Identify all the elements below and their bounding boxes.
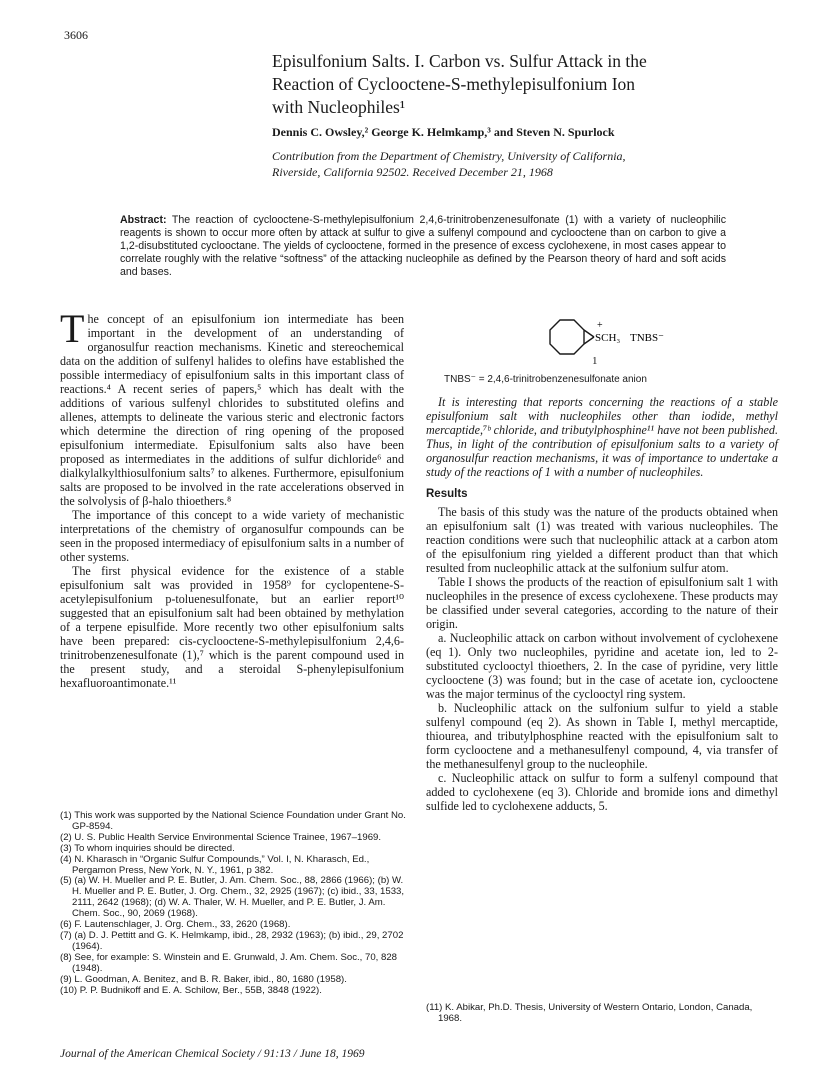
running-footer: Journal of the American Chemical Society / 91:13 / June 18, 1969 (60, 1048, 365, 1060)
footnote: (7) (a) D. J. Pettitt and G. K. Helmkamp, ibid., 28, 2932 (1963); (b) ibid., 29, 2702 (1964). (60, 929, 404, 952)
footnote: (6) F. Lautenschlager, J. Org. Chem., 33, 2620 (1968). (60, 919, 291, 931)
structure-diagram (540, 310, 690, 370)
paragraph-table-one: Table I shows the products of the reaction of episulfonium salt 1 with nucleophiles in the presence of excess cyclohexene. These products may be classified under several categories, according to the nature of their origin. (426, 575, 778, 631)
methylthio-group: SCH₃ (595, 332, 621, 344)
footnote: (4) N. Kharasch in “Organic Sulfur Compounds,” Vol. I, N. Kharasch, Ed., Pergamon Press, New York, N. Y., 1961, p 382. (60, 853, 370, 876)
right-column (426, 395, 778, 813)
counterion: TNBS⁻ (630, 332, 664, 344)
abstract (120, 214, 726, 279)
title-line-1: Episulfonium Salts. I. Carbon vs. Sulfur Attack in the (272, 51, 647, 71)
paragraph-basis: The basis of this study was the nature of the products obtained when an episulfonium salt (1) was treated with various nucleophiles. The reaction conditions were such that nucleophilic attack at a carbon atom of the episulfonium ring yielded a different product than that which resulted from nucleophilic attack at the sulfonium sulfur atom. (426, 505, 778, 575)
footnote-right (426, 1003, 778, 1025)
footnote: (9) L. Goodman, A. Benitez, and B. R. Baker, ibid., 80, 1680 (1958). (60, 973, 347, 985)
footnote: (5) (a) W. H. Mueller and P. E. Butler, J. Am. Chem. Soc., 88, 2866 (1966); (b) W. H. Mueller and P. E. Butler, J. Org. Chem., 32, 2925 (1967); (c) ibid., 33, 1533, 2111, 2642 (1968); (d) W. A. Thaler, W. H. Mueller, and P. E. Butler, J. Am. Chem. Soc., 90, 2069 (1968). (60, 875, 405, 920)
footnotes-left (60, 811, 406, 996)
left-column (60, 306, 404, 690)
abstract-label: Abstract: (120, 214, 167, 226)
footnote: (10) P. P. Budnikoff and E. A. Schilow, Ber., 55B, 3848 (1922). (60, 984, 322, 996)
paragraph-importance: The importance of this concept to a wide variety of mechanistic interpretations of the chemistry of organosulfur compounds can be seen in the proposed intermediacy of episulfonium salts in a number of other systems. (60, 508, 404, 564)
sulfonium-charge: + (597, 320, 603, 331)
episulfide-bond-2 (584, 337, 594, 344)
paragraph-category-c: c. Nucleophilic attack on sulfur to form a sulfenyl compound that added to cyclohexene (eq 3). Chloride and bromide ions and dimethyl sulfide led to cyclohexene adducts, 5. (426, 771, 778, 813)
drop-cap: T (60, 306, 85, 351)
intro-paragraph (60, 306, 404, 508)
page-number: 3606 (64, 28, 88, 42)
intro-text: he concept of an episulfonium ion intermediate has been important in the development of an understanding of organosulfur reaction mechanisms. Kinetic and stereochemical data on the addition of sulfenyl halides to olefins have established the possible intermediacy of episulfonium salts in this important class of reactions.⁴ A recent series of papers,⁵ which has dealt with the additions of various sulfenyl chlorides to substituted olefins and allenes, attempts to delineate the various steric and electronic factors which determine the direction of ring opening of the proposed episulfonium intermediate. Episulfonium salts also have been proposed as intermediates in the additions of sulfur dichloride⁶ and dialkylalkylthiosulfonium salts⁷ to alkenes. Furthermore, episulfonium salts are proposed to be involved in the rate accelerations observed in the solvolysis of β-halo thioethers.⁸ (60, 312, 404, 508)
compound-number: 1 (592, 355, 598, 367)
abstract-text: The reaction of cyclooctene-S-methylepisulfonium 2,4,6-trinitrobenzenesulfonate (1) with a variety of nucleophilic reagents is shown to occur more often by attack at sulfur to give a sulfenyl compound and cyclooctene than on carbon to give a 1,2-disubstituted cyclooctane. The yields of cyclooctene, formed in the presence of excess cyclohexene, in most cases appear to correlate roughly with the relative “softness” of the attacking nucleophile as defined by the Pearson theory of hard and soft acids and bases. (120, 214, 726, 279)
author-list: Dennis C. Owsley,² George K. Helmkamp,³ and Steven N. Spurlock (272, 125, 615, 139)
affiliation (272, 148, 752, 180)
article-title (272, 50, 752, 119)
structure-caption: TNBS⁻ = 2,4,6-trinitrobenzenesulfonate anion (444, 374, 647, 385)
paragraph-category-a: a. Nucleophilic attack on carbon without involvement of cyclohexene (eq 1). Only two nucleophiles, pyridine and acetate ion, led to 2-substituted cyclooctyl thioethers, 2. In the case of pyridine, very little cyclooctene (3) was found; but in the case of acetate ion, cyclooctene was the major terminus of the cyclooctyl ring system. (426, 631, 778, 701)
paragraph-interesting: It is interesting that reports concerning the reactions of a stable episulfonium salt with nucleophiles other than iodide, methyl mercaptide,⁷ᵇ chloride, and tributylphosphine¹¹ have not been published. Thus, in light of the contribution of episulfonium salts to a variety of organosulfur reaction mechanisms, it was of importance to undertake a study of the reactions of 1 with a number of nucleophiles. (426, 395, 778, 479)
footnote: (2) U. S. Public Health Service Environmental Science Trainee, 1967–1969. (60, 831, 382, 843)
affiliation-line-1: Contribution from the Department of Chemistry, University of California, (272, 149, 626, 163)
footnote: (1) This work was supported by the National Science Foundation under Grant No. GP-8594. (60, 810, 406, 832)
affiliation-line-2: Riverside, California 92502. Received December 21, 1968 (272, 165, 553, 179)
cyclooctane-ring (550, 320, 584, 354)
footnote: (3) To whom inquiries should be directed. (60, 842, 235, 854)
paragraph-category-b: b. Nucleophilic attack on the sulfonium sulfur to yield a stable sulfenyl compound (eq 2). As shown in Table I, methyl mercaptide, thiourea, and tributylphosphine reacted with the episulfonium salt to form cyclooctene and a methanesulfenyl compound, 4, via transfer of the methanesulfenyl group to the nucleophile. (426, 701, 778, 771)
title-line-3: with Nucleophiles¹ (272, 97, 406, 117)
paragraph-first-evidence: The first physical evidence for the existence of a stable episulfonium salt was provided in 1958⁹ for cyclopentene-S-acetylepisulfonium p-toluenesulfonate, but an earlier report¹⁰ suggested that an episulfonium salt had been obtained by methylation of a terpene episulfide. More recently two other episulfonium salts have been prepared: cis-cyclooctene-S-methylepisulfonium 2,4,6-trinitrobenzenesulfonate (1),⁷ which is the parent compound used in the present study, and a steroidal S-phenylepisulfonium hexafluoroantimonate.¹¹ (60, 564, 404, 690)
title-line-2: Reaction of Cyclooctene-S-methylepisulfonium Ion (272, 74, 636, 94)
footnote: (8) See, for example: S. Winstein and E. Grunwald, J. Am. Chem. Soc., 70, 828 (1948). (60, 951, 397, 974)
results-heading: Results (426, 488, 468, 500)
footnote: (11) K. Abikar, Ph.D. Thesis, University of Western Ontario, London, Canada, 1968. (426, 1002, 753, 1024)
episulfide-bond-1 (584, 330, 594, 337)
